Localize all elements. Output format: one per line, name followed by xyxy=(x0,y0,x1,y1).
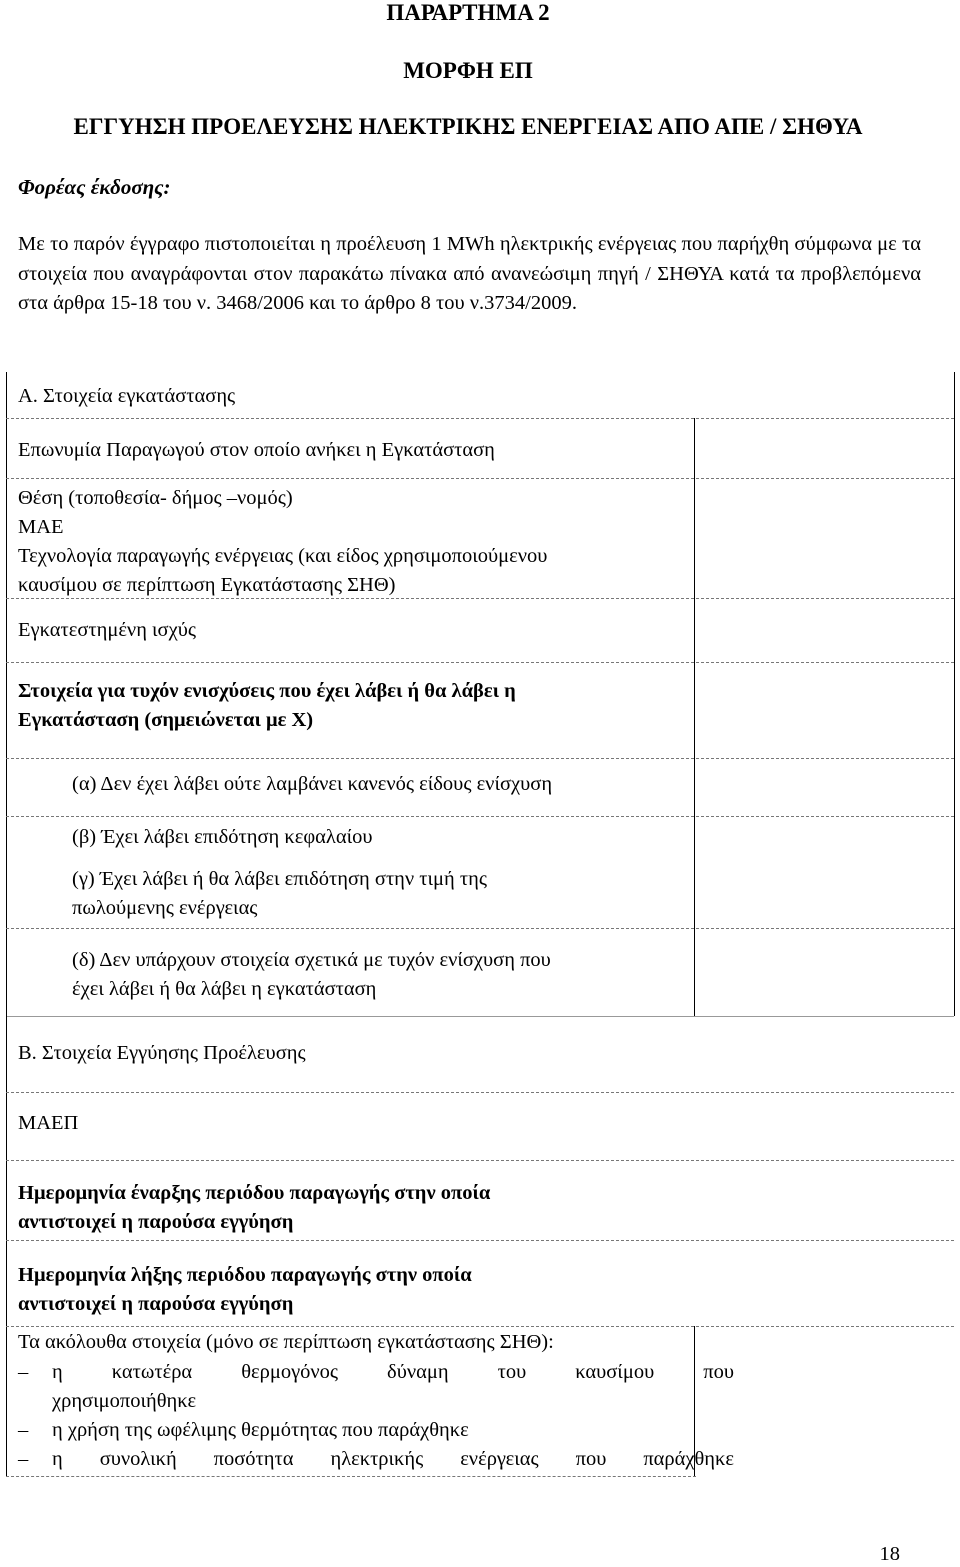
row-divider xyxy=(6,662,954,663)
row-divider xyxy=(6,816,954,817)
mae-label: ΜΑΕ xyxy=(18,516,64,538)
end-date-label-line1: Ημερομηνία λήξης περιόδου παραγωγής στην οποία xyxy=(18,1264,472,1286)
word: που xyxy=(703,1361,734,1383)
word: ποσότητα xyxy=(213,1448,294,1470)
technology-label-line2: καυσίμου σε περίπτωση Εγκατάστασης ΣΗΘ) xyxy=(18,574,396,596)
chp-bullet-dash: – xyxy=(18,1361,29,1383)
chp-bullet-1-line1 xyxy=(52,1358,734,1387)
chp-intro: Τα ακόλουθα στοιχεία (μόνο σε περίπτωση εγκατάστασης ΣΗΘ): xyxy=(18,1331,554,1353)
producer-name-label: Επωνυμία Παραγωγού στον οποίο ανήκει η Εγκατάσταση xyxy=(18,439,495,461)
word: καυσίμου xyxy=(575,1361,655,1383)
chp-bullet-2: η χρήση της ωφέλιμης θερμότητας που παράχθηκε xyxy=(52,1419,469,1441)
chp-bullet-1-line2: χρησιμοποιήθηκε xyxy=(52,1390,197,1412)
row-divider xyxy=(6,1160,954,1161)
word: παράχθηκε xyxy=(643,1448,734,1470)
word: κατωτέρα xyxy=(111,1361,193,1383)
support-option-d-line2: έχει λάβει ή θα λάβει η εγκατάσταση xyxy=(72,978,377,1000)
start-date-label-line1: Ημερομηνία έναρξης περιόδου παραγωγής στην οποία xyxy=(18,1182,491,1204)
row-divider xyxy=(6,1016,954,1017)
chp-bullet-dash: – xyxy=(18,1448,29,1470)
word: που xyxy=(575,1448,607,1470)
page-number: 18 xyxy=(879,1543,900,1565)
document-title: ΕΓΓΥΗΣΗ ΠΡΟΕΛΕΥΣΗΣ ΗΛΕΚΤΡΙΚΗΣ ΕΝΕΡΓΕΙΑΣ ΑΠΟ ΑΠΕ / ΣΗΘΥΑ xyxy=(73,114,863,139)
start-date-label-line2: αντιστοιχεί η παρούσα εγγύηση xyxy=(18,1211,294,1233)
word: ενέργειας xyxy=(460,1448,539,1470)
word: του xyxy=(497,1361,527,1383)
section-a-title: Α. Στοιχεία εγκατάστασης xyxy=(18,385,236,407)
section-b-title: Β. Στοιχεία Εγγύησης Προέλευσης xyxy=(18,1042,306,1064)
row-divider xyxy=(6,418,954,419)
word: συνολική xyxy=(99,1448,177,1470)
row-divider xyxy=(6,758,954,759)
end-date-label-line2: αντιστοιχεί η παρούσα εγγύηση xyxy=(18,1293,294,1315)
support-label-line1: Στοιχεία για τυχόν ενισχύσεις που έχει λάβει ή θα λάβει η xyxy=(18,680,516,702)
support-label-line2: Εγκατάσταση (σημειώνεται με Χ) xyxy=(18,709,314,731)
row-divider xyxy=(6,1240,954,1241)
row-divider xyxy=(6,928,954,929)
support-option-b: (β) Έχει λάβει επιδότηση κεφαλαίου xyxy=(72,826,373,848)
row-divider xyxy=(6,1326,954,1327)
table-right-border xyxy=(954,372,955,1016)
table-column-divider xyxy=(694,418,695,1016)
technology-label-line1: Τεχνολογία παραγωγής ενέργειας (και είδος χρησιμοποιούμενου xyxy=(18,545,548,567)
annex-heading: ΠΑΡΑΡΤΗΜΑ 2 xyxy=(386,0,550,25)
support-option-c-line2: πωλούμενης ενέργειας xyxy=(72,897,258,919)
word: η xyxy=(52,1361,63,1383)
form-heading: ΜΟΡΦΗ ΕΠ xyxy=(403,58,533,83)
row-divider xyxy=(6,1476,696,1477)
issuer-label: Φορέας έκδοσης: xyxy=(18,175,171,199)
chp-bullet-dash: – xyxy=(18,1419,29,1441)
maep-label: ΜΑΕΠ xyxy=(18,1112,79,1134)
location-label: Θέση (τοποθεσία- δήμος –νομός) xyxy=(18,487,293,509)
intro-paragraph: Με το παρόν έγγραφο πιστοποιείται η προέλευση 1 MWh ηλεκτρικής ενέργειας που παρήχθη σύμφωνα με τα στοιχεία που αναγράφονται στον παρακάτω πίνακα από ανανεώσιμη πηγή / ΣΗΘΥΑ κατά τα προβλεπόμενα στα άρθρα 15-18 του ν. 3468/2006 και το άρθρο 8 του ν.3734/2009. xyxy=(18,233,921,314)
word: θερμογόνος xyxy=(241,1361,339,1383)
word: ηλεκτρικής xyxy=(330,1448,424,1470)
support-option-d-line1: (δ) Δεν υπάρχουν στοιχεία σχετικά με τυχόν ενίσχυση που xyxy=(72,949,551,971)
row-divider xyxy=(6,478,954,479)
support-option-a: (α) Δεν έχει λάβει ούτε λαμβάνει κανενός είδους ενίσχυση xyxy=(72,773,553,795)
table-left-border xyxy=(6,372,7,1016)
section-b-left-border xyxy=(6,1016,7,1476)
installed-capacity-label: Εγκατεστημένη ισχύς xyxy=(18,619,196,641)
row-divider xyxy=(6,1092,954,1093)
chp-bullet-3 xyxy=(52,1445,734,1474)
support-option-c-line1: (γ) Έχει λάβει ή θα λάβει επιδότηση στην τιμή της xyxy=(72,868,487,890)
word: δύναμη xyxy=(387,1361,449,1383)
word: η xyxy=(52,1448,63,1470)
